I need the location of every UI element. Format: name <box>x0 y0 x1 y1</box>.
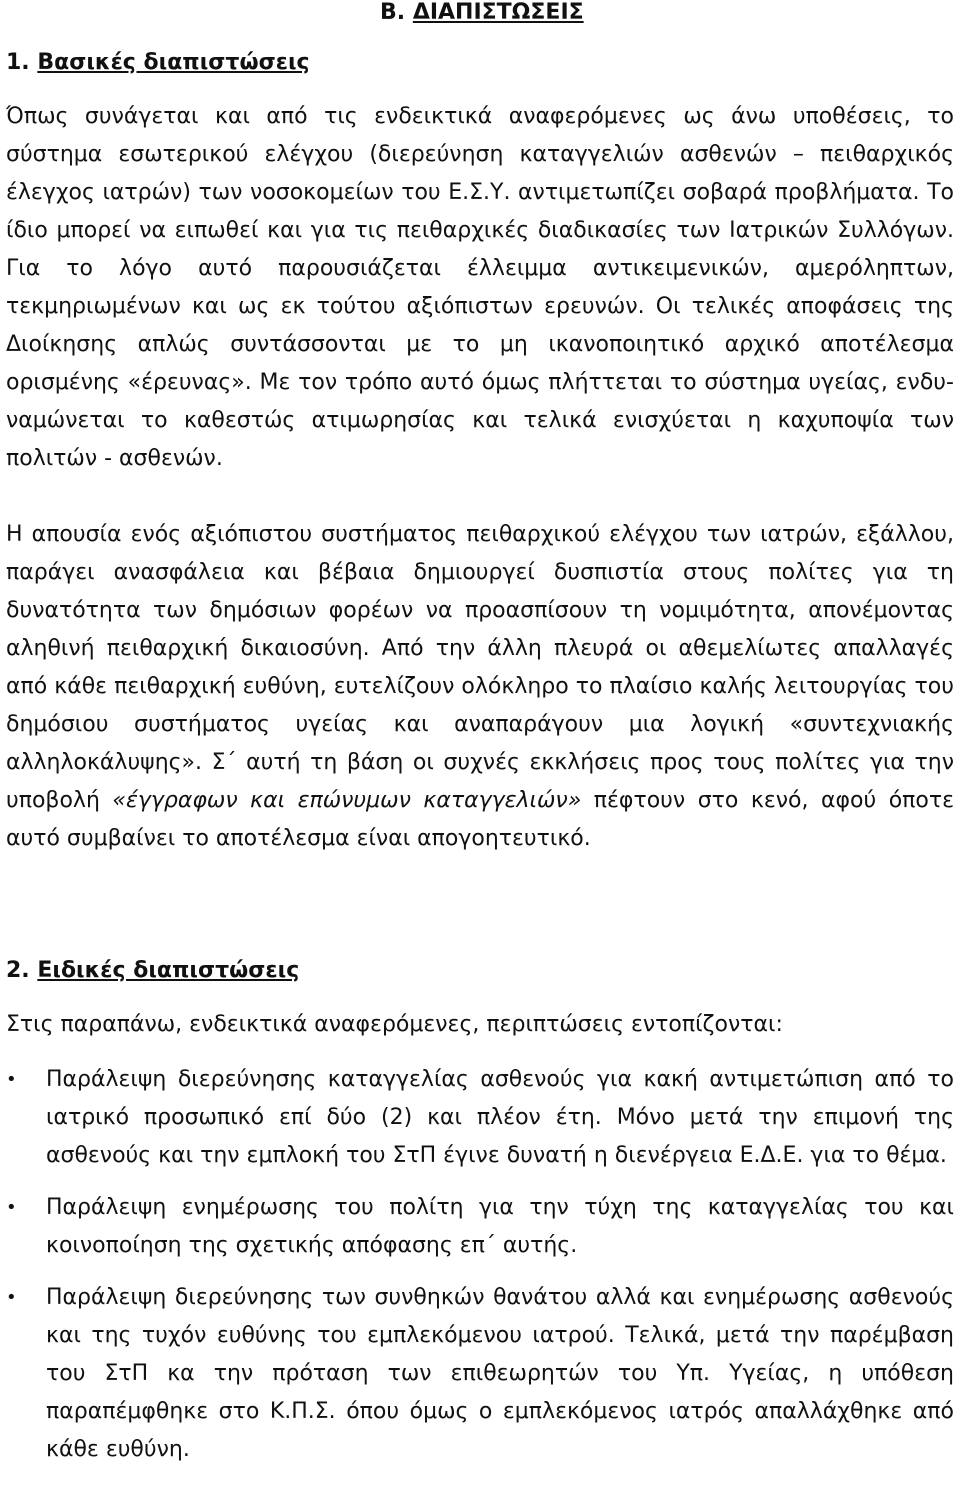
bullet-icon: • <box>6 1069 17 1090</box>
list-item-text: Παράλειψη ενημέρωσης του πολίτη για την τύχη της καταγγελίας του και κοινοποίηση της σχετικής απόφασης επ΄ αυτής. <box>46 1195 954 1258</box>
paragraph-2-emphasis: «έγγραφων και επώνυμων καταγγελιών» <box>112 788 582 813</box>
specific-findings-intro: Στις παραπάνω, ενδεικτικά αναφερόμενες, περιπτώσεις εντοπίζονται: <box>6 1012 783 1037</box>
specific-findings-number: 2. <box>6 958 30 983</box>
bullet-icon: • <box>6 1287 17 1308</box>
basic-findings-paragraph-2 <box>6 516 954 858</box>
list-item-text: Παράλειψη διερεύνησης των συνθηκών θανάτου αλλά και ενημέρωσης ασθενούς και της τυχόν ευθύνης του εμπλεκόμενου ιατρού. Τελικά, μετά την παρέμβαση του ΣτΠ κα την πρόταση των επιθεωρητών του Υπ. Υγείας, η υπόθεση παραπέμφθηκε στο Κ.Π.Σ. όπου όμως ο εμπλεκόμενος ιατρός απαλλάχθηκε από κάθε ευθύνη. <box>46 1285 954 1462</box>
findings-list <box>6 1061 954 1483</box>
specific-findings-heading <box>6 952 299 990</box>
section-prefix: Β. <box>380 0 406 25</box>
basic-findings-heading <box>6 44 310 82</box>
basic-findings-paragraph-1: Όπως συνάγεται και από τις ενδεικτικά αναφερόμενες ως άνω υποθέσεις, το σύστημα εσωτερικού ελέγχου (διερεύνηση καταγγελιών ασθενών – πειθαρχικός έλεγχος ιατρών) των νοσοκομείων του Ε.Σ.Υ. αντιμετωπίζει σοβαρά προβλήματα. Το ίδιο μπορεί να ειπωθεί και για τις πειθαρχικές διαδικασίες των Ιατρικών Συλλόγων. Για το λόγο αυτό παρουσιάζεται έλλειμμα αντικειμενικών, αμερόληπτων, τεκμηριωμένων και ως εκ τούτου αξιόπιστων ερευνών. Οι τελικές αποφάσεις της Διοίκησης απλώς συντάσσονται με το μη ικανοποιητικό αρχικό αποτέλεσμα ορισμένης «έρευνας». Με τον τρόπο αυτό όμως πλήττεται το σύστημα υγείας, ενδυναμώνεται το καθεστώς ατιμωρησίας και τελικά ενισχύεται η καχυποψία των πολιτών - ασθενών. <box>6 104 954 471</box>
list-item <box>6 1189 954 1265</box>
basic-findings-title: Βασικές διαπιστώσεις <box>37 50 310 75</box>
list-item-text: Παράλειψη διερεύνησης καταγγελίας ασθενούς για κακή αντιμετώπιση από το ιατρικό προσωπικό επί δύο (2) και πλέον έτη. Μόνο μετά την επιμονή της ασθενούς και την εμπλοκή του ΣτΠ έγινε δυνατή η διενέργεια Ε.Δ.Ε. για το θέμα. <box>46 1067 954 1168</box>
list-item <box>6 1061 954 1175</box>
specific-findings-title: Ειδικές διαπιστώσεις <box>37 958 300 983</box>
list-item <box>6 1279 954 1469</box>
paragraph-2-text-end: πέφτουν στο κενό, αφού όποτε αυτό συμβαίνει το αποτέλεσμα είναι απογοητευτικό. <box>6 788 955 851</box>
basic-findings-number: 1. <box>6 50 30 75</box>
section-heading <box>380 0 584 32</box>
paragraph-2-text-start: Η απουσία ενός αξιόπιστου συστήματος πειθαρχικού ελέγχου των ιατρών, εξάλλου, παράγει ανασφάλεια και βέβαια δημιουργεί δυσπιστία στους πολίτες για τη δυνατότητα των δημόσιων φορέων να προασπίσουν τη νομιμότητα, απονέμοντας αληθινή πειθαρχική δικαιοσύνη. Από την άλλη πλευρά οι αθεμελίωτες απαλλαγές από κάθε πειθαρχική ευθύνη, ευτελίζουν ολόκληρο το πλαίσιο καλής λειτουργίας του δημόσιου συστήματος υγείας και αναπαράγουν μια λογική «συντεχνιακής αλληλοκάλυψης». Σ΄ αυτή τη βάση οι συχνές εκκλήσεις προς τους πολίτες για την υποβολή <box>6 522 954 813</box>
bullet-icon: • <box>6 1197 17 1218</box>
section-title: ΔΙΑΠΙΣΤΩΣΕΙΣ <box>412 0 584 25</box>
